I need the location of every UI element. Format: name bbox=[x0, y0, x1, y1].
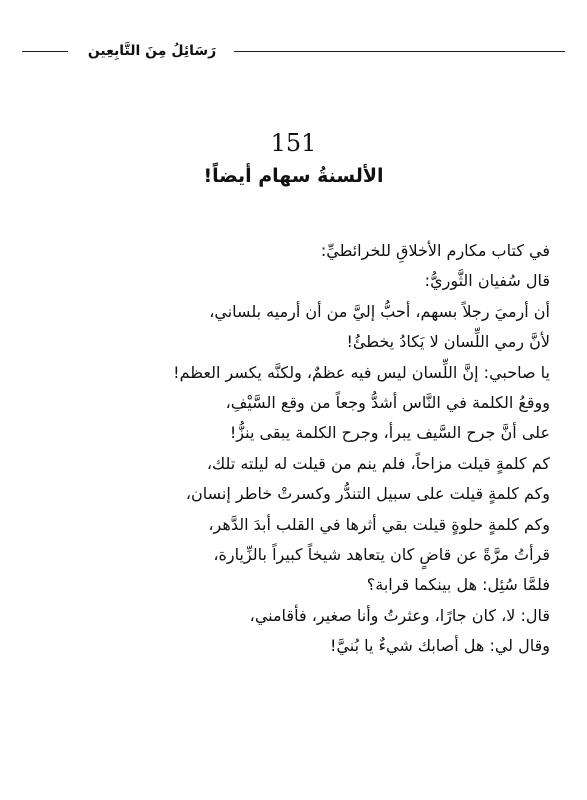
body-line: قرأتُ مرَّةً عن قاضٍ كان يتعاهد شيخاً كبيراً بالزِّيارة، bbox=[213, 544, 550, 564]
body-line: قال سُفيان الثَّوريُّ: bbox=[424, 271, 550, 291]
body-line: يا صاحبي: إنَّ اللِّسان ليس فيه عظمٌ، ولكنَّه يكسر العظم! bbox=[173, 362, 550, 382]
body-line: لأنَّ رمي اللِّسان لا يَكادُ يخطئُ! bbox=[346, 332, 550, 352]
body-line: وكم كلمةٍ حلوةٍ قيلت بقي أثرها في القلب أبدَ الدَّهر، bbox=[208, 514, 550, 534]
body-line: ووقعُ الكلمة في النَّاس أشدُّ وجعاً من وقع السَّيْفِ، bbox=[225, 392, 550, 412]
body-line: قال: لا، كان جارًا، وعثرتُ وأنا صغير، فأقامني، bbox=[249, 605, 550, 625]
page-title: الألسنةُ سهام أيضاً! bbox=[203, 165, 384, 187]
body-line: وكم كلمةٍ قيلت على سبيل التندُّر وكسرتْ خاطر إنسان، bbox=[185, 484, 550, 504]
body-line: فلمَّا سُئِل: هل بينكما قرابة؟ bbox=[366, 575, 550, 595]
body-line: كم كلمةٍ قيلت مزاحاً، فلم ينم من قيلت له ليلته تلك، bbox=[206, 453, 550, 473]
header-rule-left bbox=[22, 51, 68, 52]
header-rule-right bbox=[234, 51, 565, 52]
body-line: وقال لي: هل أصابك شيءٌ يا بُنيَّ! bbox=[329, 636, 550, 656]
body-text bbox=[50, 236, 550, 661]
running-header bbox=[22, 40, 565, 64]
body-line: أن أرميَ رجلاً بسهم، أحبُّ إليَّ من أن أرميه بلساني، bbox=[209, 301, 550, 321]
body-line: في كتاب مكارم الأخلاقِ للخرائطيِّ: bbox=[320, 241, 550, 260]
running-title: رَسَائِلُ مِنَ التَّابِعِين bbox=[87, 43, 217, 59]
body-line: على أنَّ جرح السَّيف يبرأ، وجرح الكلمة يبقى ينزُّ! bbox=[229, 423, 550, 443]
page-number: 151 bbox=[270, 129, 317, 157]
